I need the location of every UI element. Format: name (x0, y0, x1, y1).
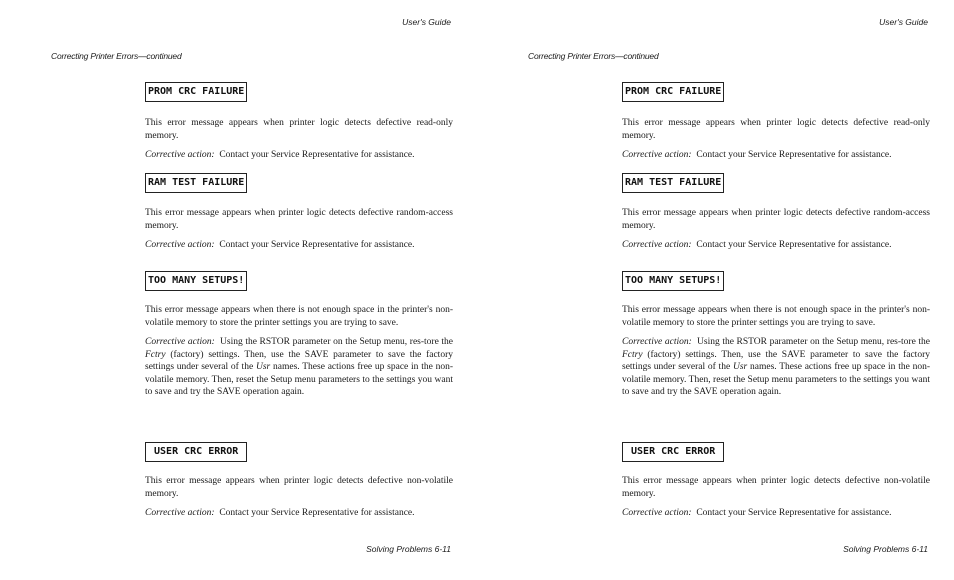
corrective-text: Contact your Service Representative for assistance. (696, 240, 892, 250)
error-description: This error message appears when printer logic detects defective random-access memory. (622, 208, 930, 231)
corrective-label: Corrective action: (145, 150, 215, 160)
error-code-box: TOO MANY SETUPS! (145, 271, 247, 291)
corrective-label: Corrective action: (145, 337, 215, 347)
corrective-label: Corrective action: (622, 508, 692, 518)
error-description: This error message appears when printer logic detects defective read-only memory. (622, 118, 930, 141)
corrective-text-3: names. These actions free up space in the non-volatile memory. Then, reset the Setup menu parameters to the settings you want to save and try the SAVE operation again. (622, 362, 931, 397)
error-code-box: PROM CRC FAILURE (622, 82, 724, 102)
corrective-action (622, 149, 930, 162)
corrective-text: Contact your Service Representative for assistance. (219, 508, 415, 518)
corrective-action (145, 336, 453, 399)
error-code-box: USER CRC ERROR (622, 442, 724, 462)
page-footer: Solving Problems 6-11 (366, 544, 451, 554)
error-entry-user-crc (145, 441, 453, 520)
corrective-action (145, 239, 453, 252)
section-heading: Correcting Printer Errors—continued (528, 51, 659, 61)
corrective-label: Corrective action: (622, 337, 692, 347)
corrective-text-2: (factory) settings. Then, use the SAVE parameter to save the factory settings under several of the (622, 349, 930, 372)
error-description: This error message appears when there is not enough space in the printer's non-volatile memory to store the printer settings you are trying to save. (622, 305, 930, 328)
error-entry-user-crc (622, 441, 930, 520)
running-header: User's Guide (879, 17, 928, 27)
error-entry-setups (145, 270, 453, 399)
corrective-text: Contact your Service Representative for assistance. (696, 150, 892, 160)
error-entry-prom (622, 81, 930, 162)
corrective-text: Contact your Service Representative for assistance. (219, 240, 415, 250)
section-heading: Correcting Printer Errors—continued (51, 51, 182, 61)
corrective-action (145, 507, 453, 520)
corrective-label: Corrective action: (622, 240, 692, 250)
corrective-label: Corrective action: (622, 150, 692, 160)
corrective-text-3: names. These actions free up space in the non-volatile memory. Then, reset the Setup menu parameters to the settings you want to save and try the SAVE operation again. (145, 362, 454, 397)
error-description: This error message appears when there is not enough space in the printer's non-volatile memory to store the printer settings you are trying to save. (145, 305, 453, 328)
corrective-action (145, 149, 453, 162)
error-entry-setups (622, 270, 930, 399)
corrective-text-2: (factory) settings. Then, use the SAVE parameter to save the factory settings under several of the (145, 349, 453, 372)
fctry-term: Fctry (622, 349, 643, 360)
error-entry-prom (145, 81, 453, 162)
corrective-label: Corrective action: (145, 240, 215, 250)
error-code-box: RAM TEST FAILURE (622, 173, 724, 193)
error-code-box: TOO MANY SETUPS! (622, 271, 724, 291)
corrective-text: Contact your Service Representative for assistance. (219, 150, 415, 160)
corrective-label: Corrective action: (145, 508, 215, 518)
usr-term: Usr (255, 362, 271, 372)
error-description: This error message appears when printer logic detects defective non-volatile memory. (622, 476, 930, 499)
error-description: This error message appears when printer logic detects defective non-volatile memory. (145, 476, 453, 499)
running-header: User's Guide (402, 17, 451, 27)
error-entry-ram (622, 172, 930, 252)
corrective-text: Contact your Service Representative for assistance. (696, 508, 892, 518)
usr-term: Usr (732, 362, 748, 372)
error-code-box: USER CRC ERROR (145, 442, 247, 462)
corrective-action (622, 336, 930, 399)
corrective-action (622, 239, 930, 252)
error-code-box: PROM CRC FAILURE (145, 82, 247, 102)
error-code-box: RAM TEST FAILURE (145, 173, 247, 193)
error-description: This error message appears when printer logic detects defective random-access memory. (145, 208, 453, 231)
error-description: This error message appears when printer logic detects defective read-only memory. (145, 118, 453, 141)
right-page (477, 0, 954, 580)
error-entry-ram (145, 172, 453, 252)
fctry-term: Fctry (145, 349, 166, 360)
corrective-text-1: Using the RSTOR parameter on the Setup menu, res-tore the (220, 337, 454, 347)
page-footer: Solving Problems 6-11 (843, 544, 928, 554)
corrective-text-1: Using the RSTOR parameter on the Setup menu, res-tore the (697, 337, 931, 347)
corrective-action (622, 507, 930, 520)
